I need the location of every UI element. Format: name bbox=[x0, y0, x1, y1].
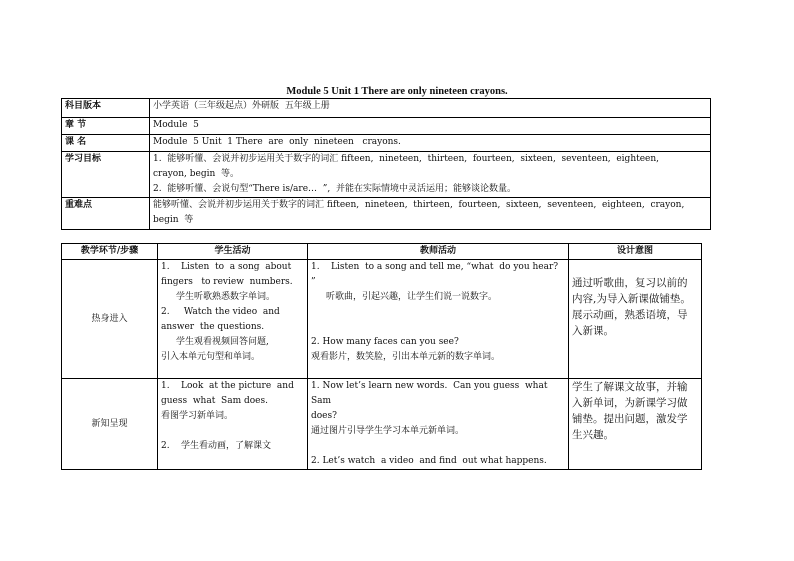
info-value: Module 5 bbox=[150, 118, 711, 135]
info-label: 学习目标 bbox=[62, 152, 150, 198]
teacher-activity-cell: 1. Listen to a song and tell me, “what do you hear? ” 听歌曲，引起兴趣，让学生们说一说数字。 2. How many faces can you see? 观看影片，数笑脸，引出本单元新的数字单词。 bbox=[308, 260, 569, 379]
info-value: 能够听懂、会说并初步运用关于数字的词汇 fifteen, nineteen, thirteen, fourteen, sixteen, seventeen, eighteen, crayon, begin 等 bbox=[150, 198, 711, 230]
info-label: 重难点 bbox=[62, 198, 150, 230]
info-value: Module 5 Unit 1 There are only nineteen crayons. bbox=[150, 135, 711, 152]
header-teacher-activity: 教师活动 bbox=[308, 244, 569, 260]
info-label: 章 节 bbox=[62, 118, 150, 135]
document-title: Module 5 Unit 1 There are only nineteen crayons. bbox=[286, 86, 508, 97]
info-label: 科目版本 bbox=[62, 99, 150, 118]
header-stage: 教学环节/步骤 bbox=[62, 244, 158, 260]
design-intent-cell: 学生了解课文故事，并输 入新单词，为新课学习做 铺垫。提出问题，激发学 生兴趣。 bbox=[569, 379, 702, 470]
info-label: 课 名 bbox=[62, 135, 150, 152]
student-activity-cell: 1. Look at the picture and guess what Sam does. 看图学习新单词。 2. 学生看动画，了解课文 bbox=[158, 379, 308, 470]
info-value: 小学英语（三年级起点）外研版 五年级上册 bbox=[150, 99, 711, 118]
teaching-process-table bbox=[61, 243, 702, 470]
info-row-objectives bbox=[62, 152, 711, 198]
stage-cell: 热身进入 bbox=[62, 260, 158, 379]
course-info-table bbox=[61, 98, 711, 230]
plan-row-warm-up bbox=[62, 260, 702, 379]
info-value: 1. 能够听懂、会说并初步运用关于数字的词汇 fifteen, nineteen, thirteen, fourteen, sixteen, seventeen, eighteen, crayon, begin 等。 2. 能够听懂、会说句型“There is/are… ”, 并能在实际情境中灵活运用；能够谈论数量。 bbox=[150, 152, 711, 198]
header-student-activity: 学生活动 bbox=[158, 244, 308, 260]
info-row-key-points bbox=[62, 198, 711, 230]
teacher-activity-cell: 1. Now let’s learn new words. Can you guess what Sam does? 通过图片引导学生学习本单元新单词。 2. Let’s watch a video and find out what happens. bbox=[308, 379, 569, 470]
info-row-lesson bbox=[62, 135, 711, 152]
design-intent-cell: 通过听歌曲，复习以前的 内容,为导入新课做铺垫。 展示动画，熟悉语境，导 入新课。 bbox=[569, 260, 702, 379]
stage-cell: 新知呈现 bbox=[62, 379, 158, 470]
plan-row-new-knowledge bbox=[62, 379, 702, 470]
plan-header-row bbox=[62, 244, 702, 260]
header-design-intent: 设计意图 bbox=[569, 244, 702, 260]
info-row-chapter bbox=[62, 118, 711, 135]
info-row-subject bbox=[62, 99, 711, 118]
student-activity-cell: 1. Listen to a song about fingers to review numbers. 学生听歌熟悉数字单词。 2. Watch the video and answer the questions. 学生观看视频回答问题, 引入本单元句型和单词。 bbox=[158, 260, 308, 379]
